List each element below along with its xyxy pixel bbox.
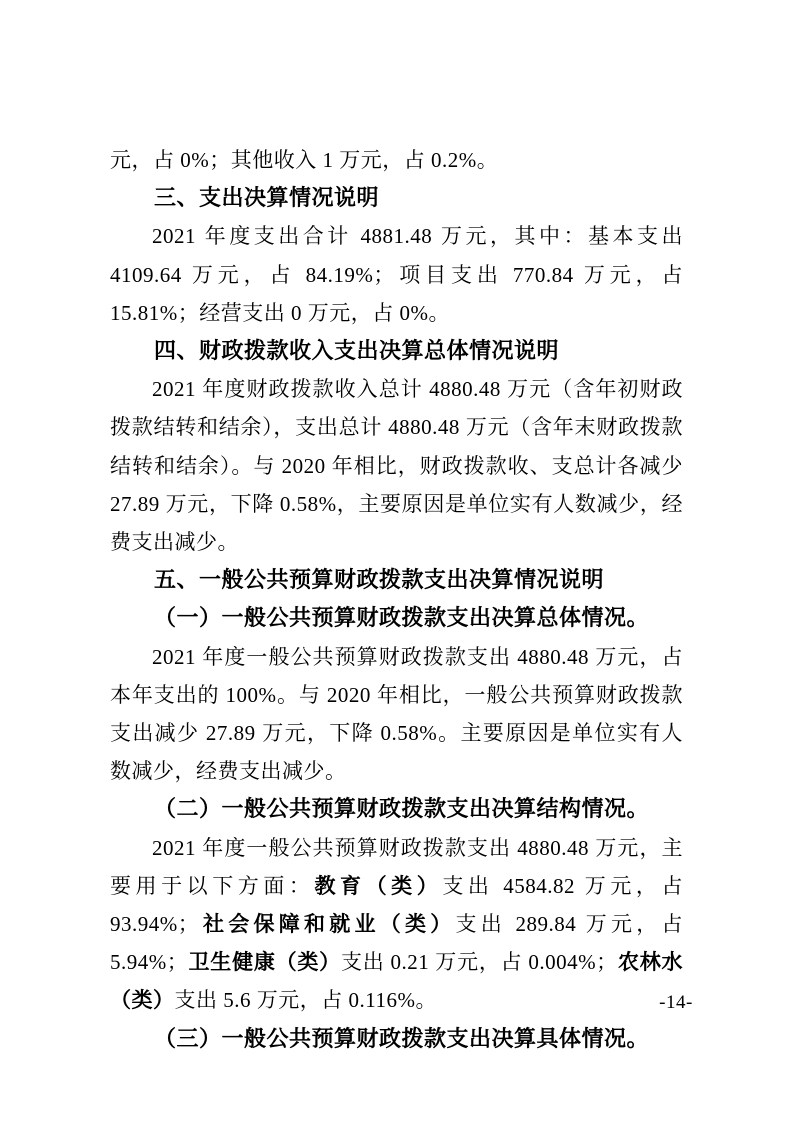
category-social-security-value: 支出 289.84 万元，占 5.94%； [110, 912, 683, 975]
category-agriculture-label: 农林水（类） [110, 950, 683, 1013]
para-general-budget-overall: 2021 年度一般公共预算财政拨款支出 4880.48 万元，占本年支出的 100%。与 2020 年相比，一般公共预算财政拨款支出减少 27.89 万元，下降 0.58%。主要原因是单位实有人数减少，经费支出减少。 [110, 644, 683, 784]
section5-sub3-heading: （三）一般公共预算财政拨款支出决算具体情况。 [154, 1025, 650, 1051]
document-body [110, 141, 683, 1058]
para-income-continuation: 元，占 0%；其他收入 1 万元，占 0.2%。 [110, 148, 499, 172]
category-agriculture-value: 支出 5.6 万元，占 0.116%。 [174, 988, 437, 1013]
section3-heading: 三、支出决算情况说明 [154, 185, 380, 211]
section5-heading: 五、一般公共预算财政拨款支出决算情况说明 [154, 567, 605, 593]
para-fiscal-appropriation-summary: 2021 年度财政拨款收入总计 4880.48 万元（含年初财政拨款结转和结余），支出总计 4880.48 万元（含年末财政拨款结转和结余）。与 2020 年相比，财政拨款收、支总计各减少 27.89 万元，下降 0.58%，主要原因是单位实有人数减少，经费支出减少。 [110, 377, 683, 555]
section5-sub2-heading: （二）一般公共预算财政拨款支出决算结构情况。 [154, 796, 650, 822]
category-education-label: 教育（类） [314, 873, 443, 898]
category-health-value: 支出 0.21 万元，占 0.004%； [340, 950, 618, 975]
category-social-security-label: 社会保障和就业（类） [199, 912, 456, 937]
para-expenditure-summary: 2021 年度支出合计 4881.48 万元，其中：基本支出 4109.64 万元，占 84.19%；项目支出 770.84 万元，占 15.81%；经营支出 0 万元，占 0%。 [110, 224, 683, 325]
section5-sub1-heading: （一）一般公共预算财政拨款支出决算总体情况。 [154, 605, 650, 631]
page-number: -14- [659, 992, 693, 1013]
para-general-budget-structure [110, 829, 683, 1020]
category-education-value: 支出 4584.82 万元，占 93.94%； [110, 873, 683, 937]
section4-heading: 四、财政拨款收入支出决算总体情况说明 [154, 338, 560, 364]
structure-intro-text: 2021 年度一般公共预算财政拨款支出 4880.48 万元，主要用于以下方面： [110, 835, 683, 898]
category-health-label: 卫生健康（类） [188, 950, 341, 975]
